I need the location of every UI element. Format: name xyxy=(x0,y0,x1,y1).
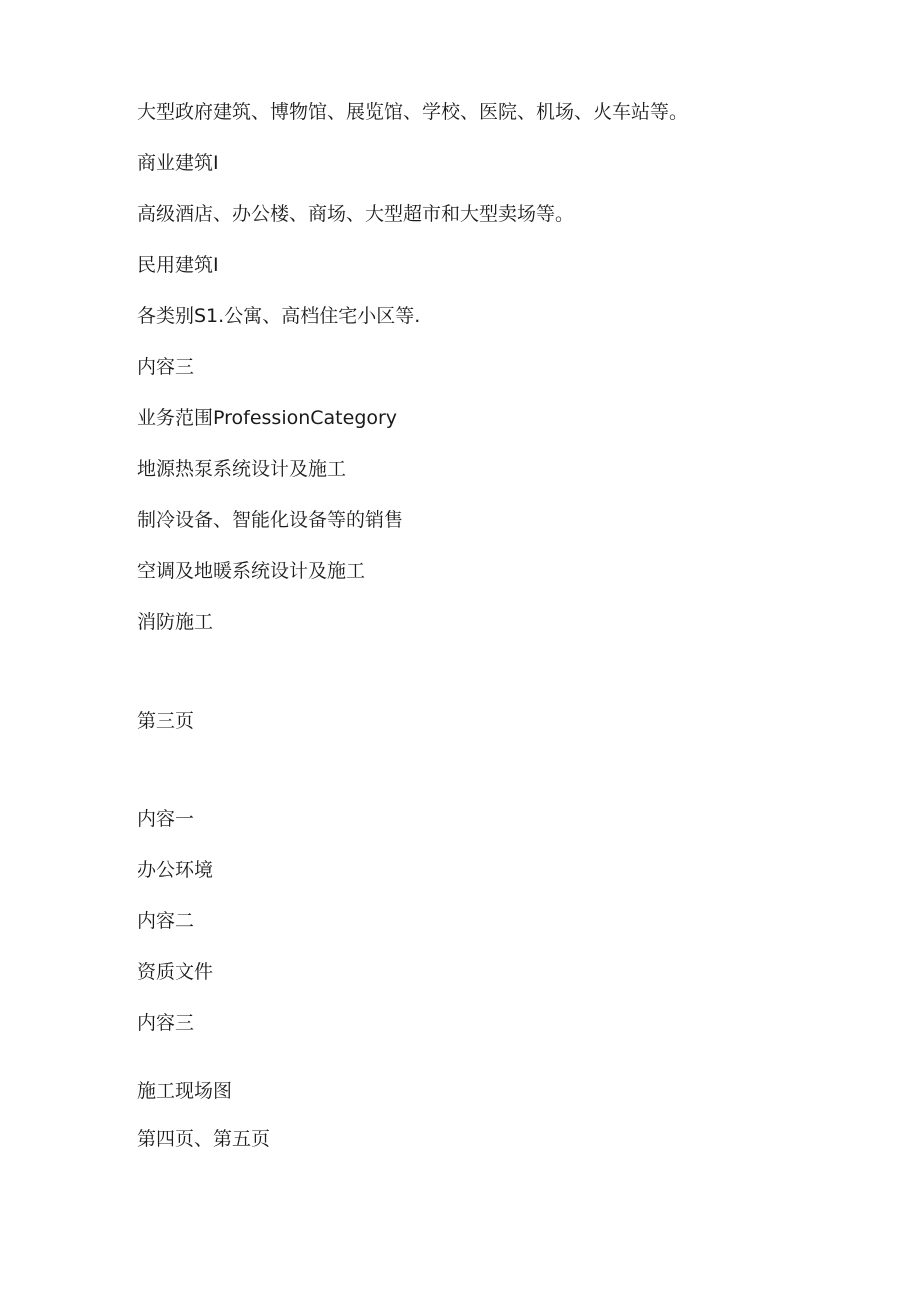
text-line-business-scope-heading: 业务范围ProfessionCategory xyxy=(137,407,398,429)
text-line-scope-hvac: 空调及地暖系统设计及施工 xyxy=(137,560,366,582)
text-line-content-three-second: 内容三 xyxy=(137,1012,195,1034)
text-line-scope-fire-protection: 消防施工 xyxy=(137,611,214,633)
text-line-content-one: 内容一 xyxy=(137,808,195,830)
text-line-qualification-documents: 资质文件 xyxy=(137,961,214,983)
text-line-building-types-public: 大型政府建筑、博物馆、展览馆、学校、医院、机场、火车站等。 xyxy=(137,101,689,123)
text-line-commercial-heading: 商业建筑I xyxy=(137,152,219,174)
text-line-pages-four-five: 第四页、第五页 xyxy=(137,1128,271,1150)
text-line-content-three: 内容三 xyxy=(137,356,195,378)
text-line-page-three: 第三页 xyxy=(137,710,195,732)
text-line-residential-types: 各类别S1.公寓、高档住宅小区等. xyxy=(137,305,421,327)
text-line-construction-site-photos: 施工现场图 xyxy=(137,1080,233,1102)
text-line-office-environment: 办公环境 xyxy=(137,859,214,881)
text-line-residential-heading: 民用建筑I xyxy=(137,254,219,276)
text-line-scope-equipment-sales: 制冷设备、智能化设备等的销售 xyxy=(137,509,404,531)
text-line-scope-geothermal: 地源热泵系统设计及施工 xyxy=(137,458,347,480)
text-line-content-two: 内容二 xyxy=(137,910,195,932)
text-line-commercial-types: 高级酒店、办公楼、商场、大型超市和大型卖场等。 xyxy=(137,203,575,225)
